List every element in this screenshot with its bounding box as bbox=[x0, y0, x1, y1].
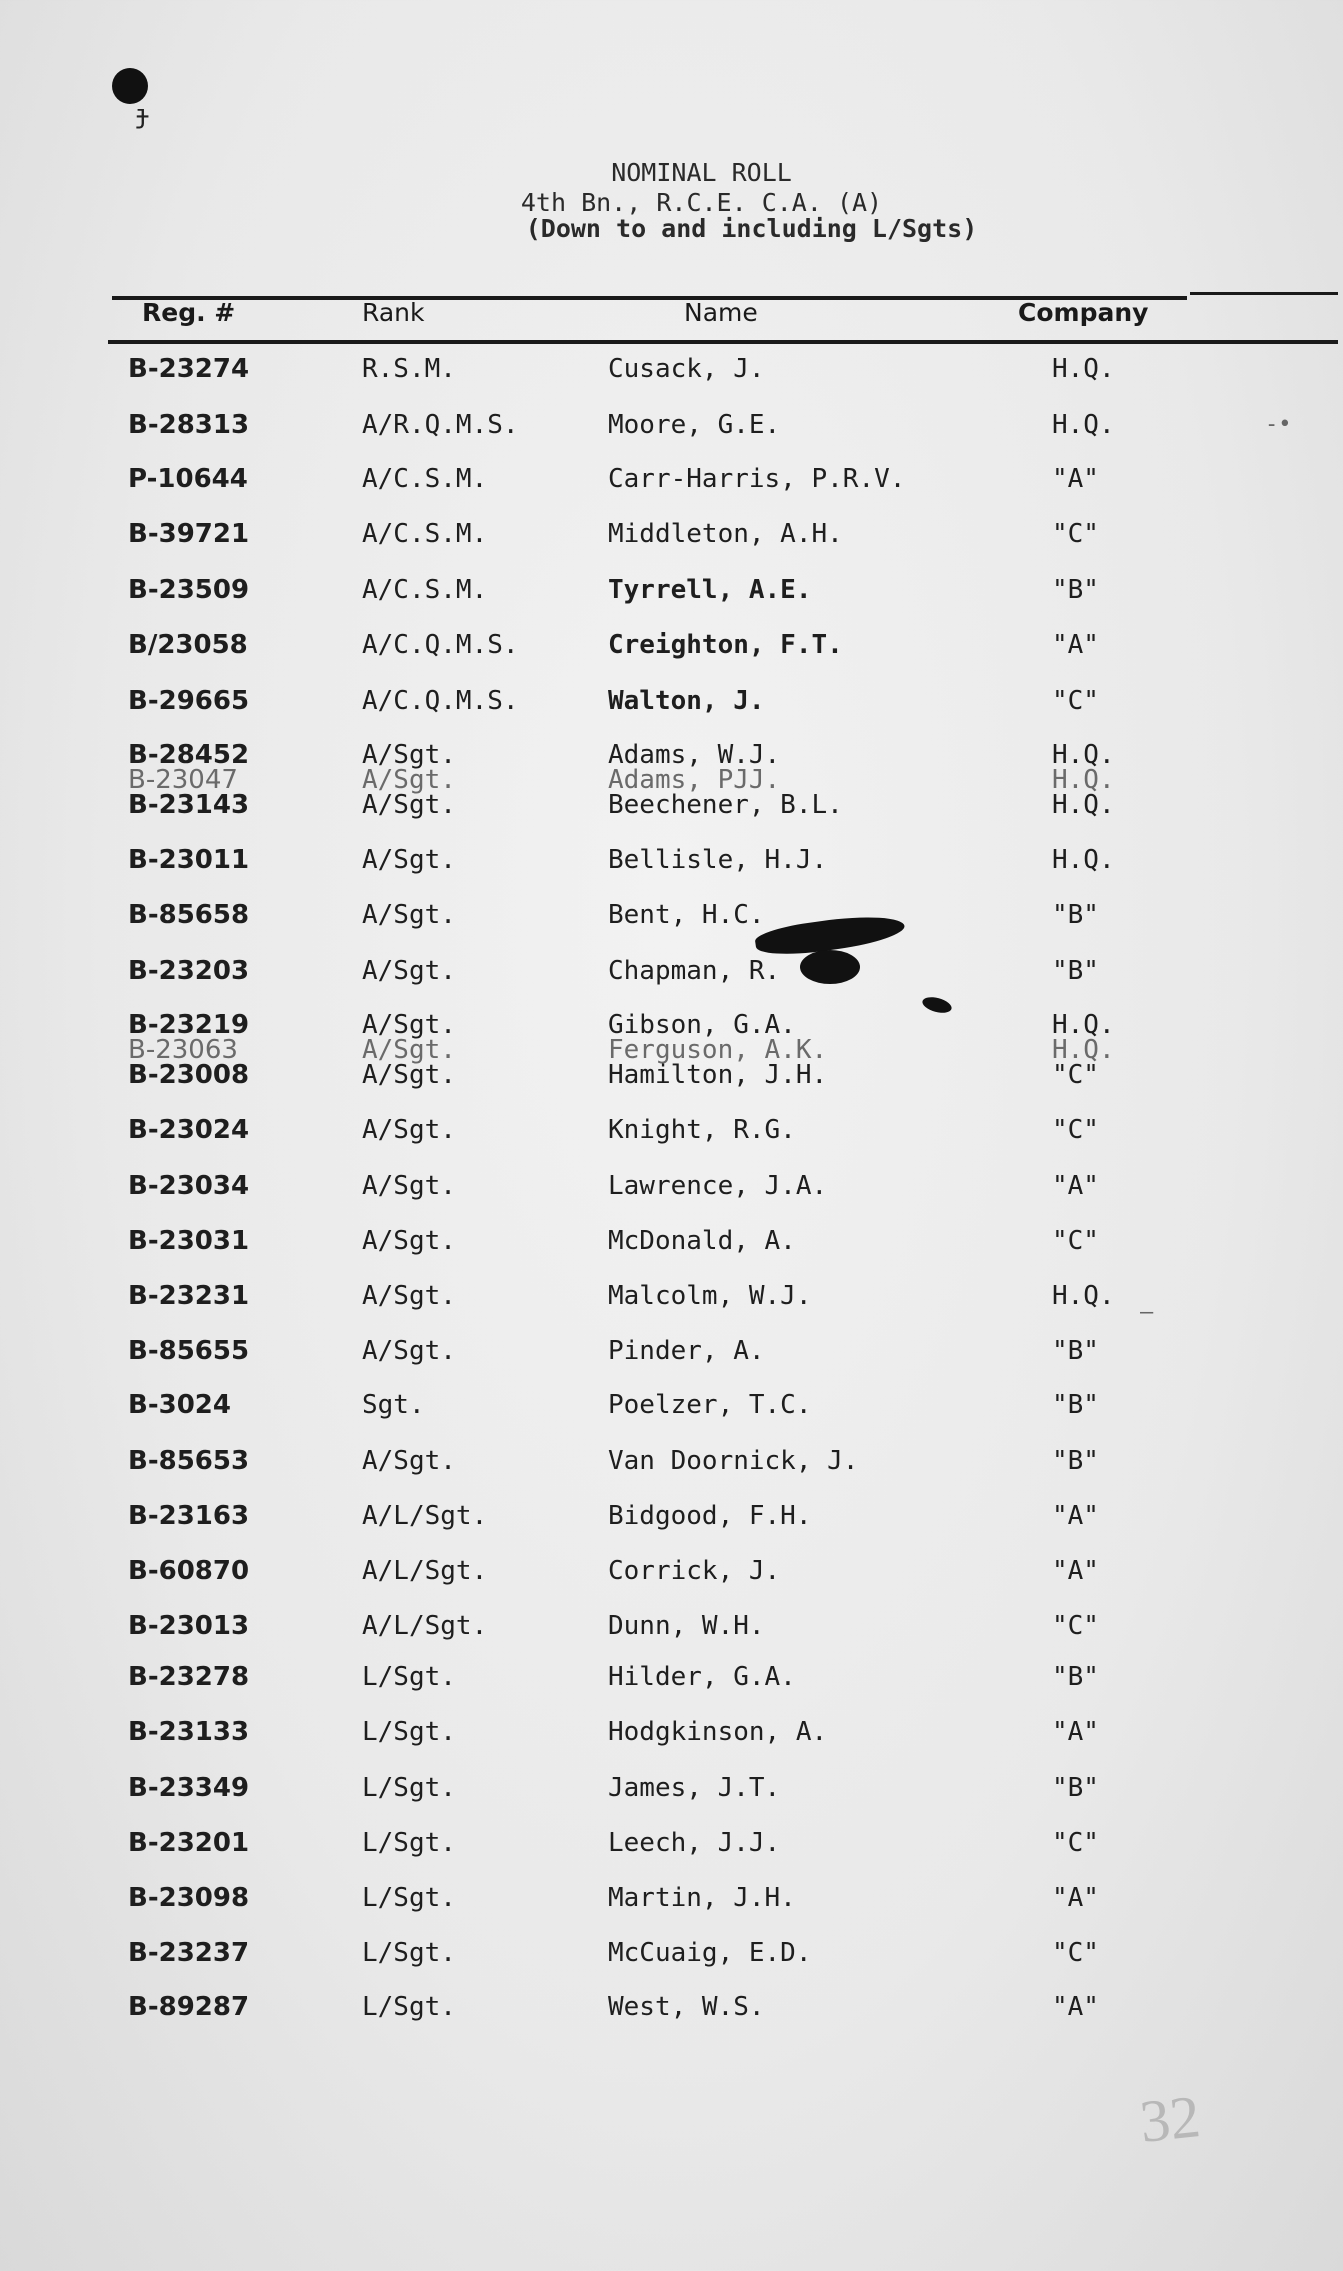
table-row bbox=[0, 1881, 1343, 1915]
reg-number: B-23034 bbox=[128, 1171, 250, 1201]
rank: A/Sgt. bbox=[362, 956, 456, 986]
reg-number: B-23349 bbox=[128, 1773, 250, 1803]
company: "C" bbox=[1052, 1828, 1099, 1858]
company: H.Q. bbox=[1052, 354, 1115, 384]
company: H.Q. bbox=[1052, 845, 1115, 875]
rank: A/Sgt. bbox=[362, 1115, 456, 1145]
company: H.Q. bbox=[1052, 765, 1115, 795]
margin-mark: — bbox=[1140, 1300, 1154, 1325]
company: "B" bbox=[1052, 1662, 1099, 1692]
member-name: Lawrence, J.A. bbox=[608, 1171, 828, 1201]
unit-name: 4th Bn., R.C.E. C.A. (A) bbox=[520, 188, 883, 217]
rank: L/Sgt. bbox=[362, 1773, 456, 1803]
member-name: Walton, J. bbox=[608, 686, 765, 716]
table-row bbox=[0, 898, 1343, 932]
reg-number: B-23231 bbox=[128, 1281, 250, 1311]
company: "C" bbox=[1052, 1226, 1099, 1256]
company: "A" bbox=[1052, 1883, 1099, 1913]
table-row bbox=[0, 954, 1343, 988]
page-number: 32 bbox=[1136, 2083, 1204, 2155]
rank: A/C.S.M. bbox=[362, 519, 488, 549]
reg-number: B-23008 bbox=[128, 1060, 250, 1090]
margin-mark: -• bbox=[1265, 412, 1292, 437]
rank: L/Sgt. bbox=[362, 1883, 456, 1913]
company: "A" bbox=[1052, 1556, 1099, 1586]
reg-number: B-28452 bbox=[128, 740, 250, 770]
company: "C" bbox=[1052, 1938, 1099, 1968]
reg-number: B-39721 bbox=[128, 519, 250, 549]
ink-blot bbox=[800, 950, 860, 984]
reg-number: B/23058 bbox=[128, 630, 248, 660]
reg-number: B-23509 bbox=[128, 575, 250, 605]
table-row bbox=[0, 1660, 1343, 1694]
reg-number: B-3024 bbox=[128, 1390, 231, 1420]
rank: L/Sgt. bbox=[362, 1662, 456, 1692]
reg-number: P-10644 bbox=[128, 464, 248, 494]
rank: L/Sgt. bbox=[362, 1992, 456, 2022]
member-name: Chapman, R. bbox=[608, 956, 781, 986]
document-title: NOMINAL ROLL bbox=[611, 158, 792, 187]
company: "B" bbox=[1052, 956, 1099, 986]
reg-number: B-85653 bbox=[128, 1446, 250, 1476]
header-top-rule-extension bbox=[1190, 292, 1338, 295]
member-name: Tyrrell, A.E. bbox=[608, 575, 812, 605]
company: "C" bbox=[1052, 1611, 1099, 1641]
table-row bbox=[0, 408, 1343, 442]
member-name: Pinder, A. bbox=[608, 1336, 765, 1366]
table-row bbox=[0, 1499, 1343, 1533]
rank: A/Sgt. bbox=[362, 790, 456, 820]
member-name: West, W.S. bbox=[608, 1992, 765, 2022]
reg-number: B-85655 bbox=[128, 1336, 250, 1366]
rank: A/Sgt. bbox=[362, 845, 456, 875]
company: H.Q. bbox=[1052, 1010, 1115, 1040]
member-name: Poelzer, T.C. bbox=[608, 1390, 812, 1420]
table-row bbox=[0, 1388, 1343, 1422]
table-row bbox=[0, 462, 1343, 496]
member-name: McDonald, A. bbox=[608, 1226, 796, 1256]
rank: A/C.S.M. bbox=[362, 464, 488, 494]
rank: A/L/Sgt. bbox=[362, 1501, 488, 1531]
company: "B" bbox=[1052, 575, 1099, 605]
column-header-name: Name bbox=[684, 298, 758, 327]
member-name: Hodgkinson, A. bbox=[608, 1717, 828, 1747]
company: H.Q. bbox=[1052, 1281, 1115, 1311]
reg-number: B-89287 bbox=[128, 1992, 250, 2022]
company: "C" bbox=[1052, 1115, 1099, 1145]
table-row bbox=[0, 1826, 1343, 1860]
table-row bbox=[0, 517, 1343, 551]
table-row bbox=[0, 1609, 1343, 1643]
member-name: Martin, J.H. bbox=[608, 1883, 796, 1913]
column-header-rank: Rank bbox=[362, 298, 425, 327]
rank: A/Sgt. bbox=[362, 1336, 456, 1366]
rank: L/Sgt. bbox=[362, 1717, 456, 1747]
member-name: Malcolm, W.J. bbox=[608, 1281, 812, 1311]
rank: A/C.Q.M.S. bbox=[362, 686, 519, 716]
header-bottom-rule bbox=[108, 340, 1338, 344]
member-name: Ferguson, A.K. bbox=[608, 1035, 828, 1065]
table-row bbox=[0, 1224, 1343, 1258]
table-row bbox=[0, 1058, 1343, 1092]
company: "C" bbox=[1052, 1060, 1099, 1090]
member-name: Hamilton, J.H. bbox=[608, 1060, 828, 1090]
rank: A/C.Q.M.S. bbox=[362, 630, 519, 660]
punch-hole bbox=[112, 68, 148, 104]
member-name: McCuaig, E.D. bbox=[608, 1938, 812, 1968]
company: "A" bbox=[1052, 1171, 1099, 1201]
rank: A/R.Q.M.S. bbox=[362, 410, 519, 440]
member-name: James, J.T. bbox=[608, 1773, 781, 1803]
table-row bbox=[0, 1334, 1343, 1368]
member-name: Leech, J.J. bbox=[608, 1828, 781, 1858]
reg-number: B-23203 bbox=[128, 956, 250, 986]
reg-number: B-23278 bbox=[128, 1662, 250, 1692]
ink-mark: ɟ bbox=[134, 100, 150, 130]
company: H.Q. bbox=[1052, 790, 1115, 820]
rank: A/Sgt. bbox=[362, 1446, 456, 1476]
company: H.Q. bbox=[1052, 740, 1115, 770]
rank: A/Sgt. bbox=[362, 1010, 456, 1040]
table-row bbox=[0, 573, 1343, 607]
member-name: Bellisle, H.J. bbox=[608, 845, 828, 875]
rank: A/Sgt. bbox=[362, 1060, 456, 1090]
reg-number: B-60870 bbox=[128, 1556, 250, 1586]
company: H.Q. bbox=[1052, 1035, 1115, 1065]
table-row bbox=[0, 1554, 1343, 1588]
rank: A/Sgt. bbox=[362, 1226, 456, 1256]
table-row bbox=[0, 1771, 1343, 1805]
column-header-company: Company bbox=[1018, 298, 1149, 327]
company: "A" bbox=[1052, 1501, 1099, 1531]
member-name: Adams, W.J. bbox=[608, 740, 781, 770]
table-row bbox=[0, 628, 1343, 662]
roll-scope: (Down to and including L/Sgts) bbox=[525, 214, 978, 243]
table-row bbox=[0, 1936, 1343, 1970]
company: "A" bbox=[1052, 464, 1099, 494]
reg-number: B-23201 bbox=[128, 1828, 250, 1858]
reg-number: B-85658 bbox=[128, 900, 250, 930]
table-row bbox=[0, 1990, 1343, 2024]
rank: R.S.M. bbox=[362, 354, 456, 384]
company: "B" bbox=[1052, 900, 1099, 930]
member-name: Bent, H.C. bbox=[608, 900, 765, 930]
reg-number: B-23031 bbox=[128, 1226, 250, 1256]
reg-number: B-23219 bbox=[128, 1010, 250, 1040]
member-name: Creighton, F.T. bbox=[608, 630, 843, 660]
rank: L/Sgt. bbox=[362, 1938, 456, 1968]
rank: A/L/Sgt. bbox=[362, 1611, 488, 1641]
company: "A" bbox=[1052, 1717, 1099, 1747]
company: "B" bbox=[1052, 1390, 1099, 1420]
member-name: Middleton, A.H. bbox=[608, 519, 843, 549]
member-name: Beechener, B.L. bbox=[608, 790, 843, 820]
table-row bbox=[0, 1169, 1343, 1203]
member-name: Gibson, G.A. bbox=[608, 1010, 796, 1040]
reg-number: B-23133 bbox=[128, 1717, 250, 1747]
rank: A/Sgt. bbox=[362, 765, 456, 795]
reg-number: B-23011 bbox=[128, 845, 250, 875]
reg-number: B-23063 bbox=[128, 1035, 238, 1065]
rank: A/C.S.M. bbox=[362, 575, 488, 605]
member-name: Knight, R.G. bbox=[608, 1115, 796, 1145]
reg-number: B-23024 bbox=[128, 1115, 250, 1145]
company: "C" bbox=[1052, 519, 1099, 549]
reg-number: B-29665 bbox=[128, 686, 250, 716]
reg-number: B-23013 bbox=[128, 1611, 250, 1641]
reg-number: B-28313 bbox=[128, 410, 250, 440]
reg-number: B-23143 bbox=[128, 790, 250, 820]
rank: A/L/Sgt. bbox=[362, 1556, 488, 1586]
rank: A/Sgt. bbox=[362, 1281, 456, 1311]
company: "B" bbox=[1052, 1336, 1099, 1366]
table-row bbox=[0, 1715, 1343, 1749]
member-name: Hilder, G.A. bbox=[608, 1662, 796, 1692]
member-name: Dunn, W.H. bbox=[608, 1611, 765, 1641]
member-name: Cusack, J. bbox=[608, 354, 765, 384]
reg-number: B-23237 bbox=[128, 1938, 250, 1968]
table-row bbox=[0, 684, 1343, 718]
reg-number: B-23274 bbox=[128, 354, 250, 384]
member-name: Bidgood, F.H. bbox=[608, 1501, 812, 1531]
member-name: Adams, PJJ. bbox=[608, 765, 781, 795]
rank: A/Sgt. bbox=[362, 1171, 456, 1201]
company: "B" bbox=[1052, 1773, 1099, 1803]
table-row bbox=[0, 788, 1343, 822]
table-row bbox=[0, 1113, 1343, 1147]
company: "A" bbox=[1052, 630, 1099, 660]
member-name: Corrick, J. bbox=[608, 1556, 781, 1586]
column-header-reg: Reg. # bbox=[142, 298, 236, 327]
reg-number: B-23047 bbox=[128, 765, 238, 795]
table-row bbox=[0, 352, 1343, 386]
rank: L/Sgt. bbox=[362, 1828, 456, 1858]
table-row bbox=[0, 1444, 1343, 1478]
company: "C" bbox=[1052, 686, 1099, 716]
company: H.Q. bbox=[1052, 410, 1115, 440]
rank: A/Sgt. bbox=[362, 1035, 456, 1065]
table-row bbox=[0, 843, 1343, 877]
company: "A" bbox=[1052, 1992, 1099, 2022]
reg-number: B-23163 bbox=[128, 1501, 250, 1531]
member-name: Van Doornick, J. bbox=[608, 1446, 859, 1476]
rank: A/Sgt. bbox=[362, 900, 456, 930]
member-name: Carr-Harris, P.R.V. bbox=[608, 464, 906, 494]
rank: Sgt. bbox=[362, 1390, 425, 1420]
rank: A/Sgt. bbox=[362, 740, 456, 770]
reg-number: B-23098 bbox=[128, 1883, 250, 1913]
member-name: Moore, G.E. bbox=[608, 410, 781, 440]
company: "B" bbox=[1052, 1446, 1099, 1476]
